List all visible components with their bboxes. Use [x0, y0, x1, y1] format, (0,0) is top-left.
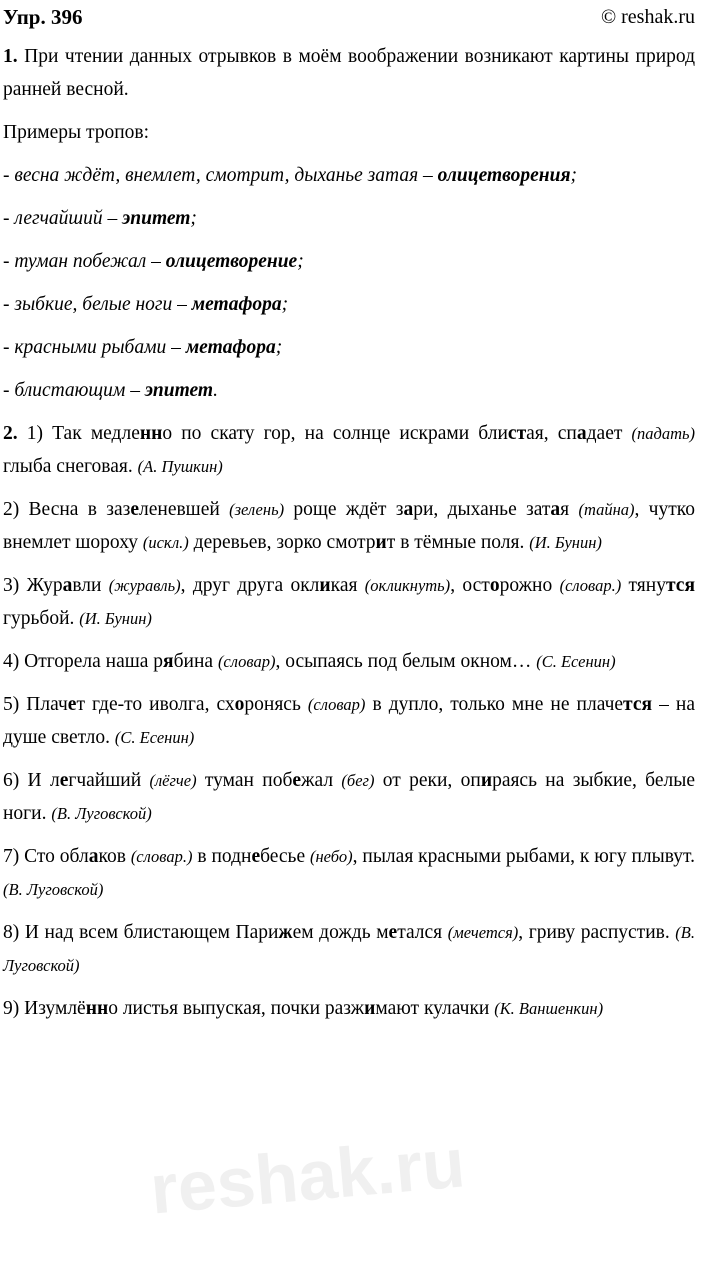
- trope-item: - блистающим – эпитет.: [3, 380, 218, 401]
- trope-item: - туман побежал – олицетворение;: [3, 251, 304, 272]
- part1-intro-text: При чтении данных отрывков в моём воображении возникают картины природ ранней весной.: [3, 46, 696, 100]
- sentence-item: 5) Плачет где-то иволга, схоронясь (словар) в дупло, только мне не плачется – на душе светло. (С. Есенин): [3, 694, 696, 748]
- part1-number: 1.: [3, 46, 18, 67]
- watermark: reshak.ru: [147, 1123, 468, 1229]
- examples-title: Примеры тропов:: [3, 122, 150, 143]
- trope-item: - зыбкие, белые ноги – метафора;: [3, 294, 289, 315]
- document-body: [3, 40, 695, 1025]
- exercise-title: Упр. 396: [3, 5, 83, 29]
- sentence-item: 2) Весна в зазеленевшей (зелень) роще ждёт зари, дыханье затая (тайна), чутко внемлет шороху (искл.) деревьев, зорко смотрит в тёмные поля. (И. Бунин): [3, 499, 695, 553]
- trope-item: - красными рыбами – метафора;: [3, 337, 283, 358]
- part2-number: 2.: [3, 423, 18, 444]
- sentence-item: 8) И над всем блистающем Парижем дождь метался (мечется), гриву распустив. (В. Луговской): [3, 922, 695, 975]
- trope-item: - весна ждёт, внемлет, смотрит, дыханье затая – олицетворения;: [3, 165, 578, 186]
- sentence-item: 6) И легчайший (лёгче) туман побежал (бег) от реки, опираясь на зыбкие, белые ноги. (В. Луговской): [3, 770, 695, 824]
- site-credit: © reshak.ru: [600, 6, 695, 28]
- sentence-item: 2. 1) Так медленно по скату гор, на солнце искрами блистая, спадает (падать) глыба снеговая. (А. Пушкин): [3, 423, 696, 477]
- part1-intro: [3, 40, 695, 106]
- sentence-item: 9) Изумлённо листья выпуская, почки разжимают кулачки (К. Ваншенкин): [3, 998, 604, 1019]
- trope-item: - легчайший – эпитет;: [3, 208, 197, 229]
- sentence-item: 4) Отгорела наша рябина (словар), осыпаясь под белым окном… (С. Есенин): [3, 651, 616, 672]
- sentence-item: 3) Журавли (журавль), друг друга окликая (окликнуть), осторожно (словар.) тянутся гурьбой. (И. Бунин): [3, 575, 695, 629]
- page-header: [3, 4, 695, 32]
- sentence-item: 7) Сто облаков (словар.) в поднебесье (небо), пылая красными рыбами, к югу плывут. (В. Луговской): [3, 846, 695, 899]
